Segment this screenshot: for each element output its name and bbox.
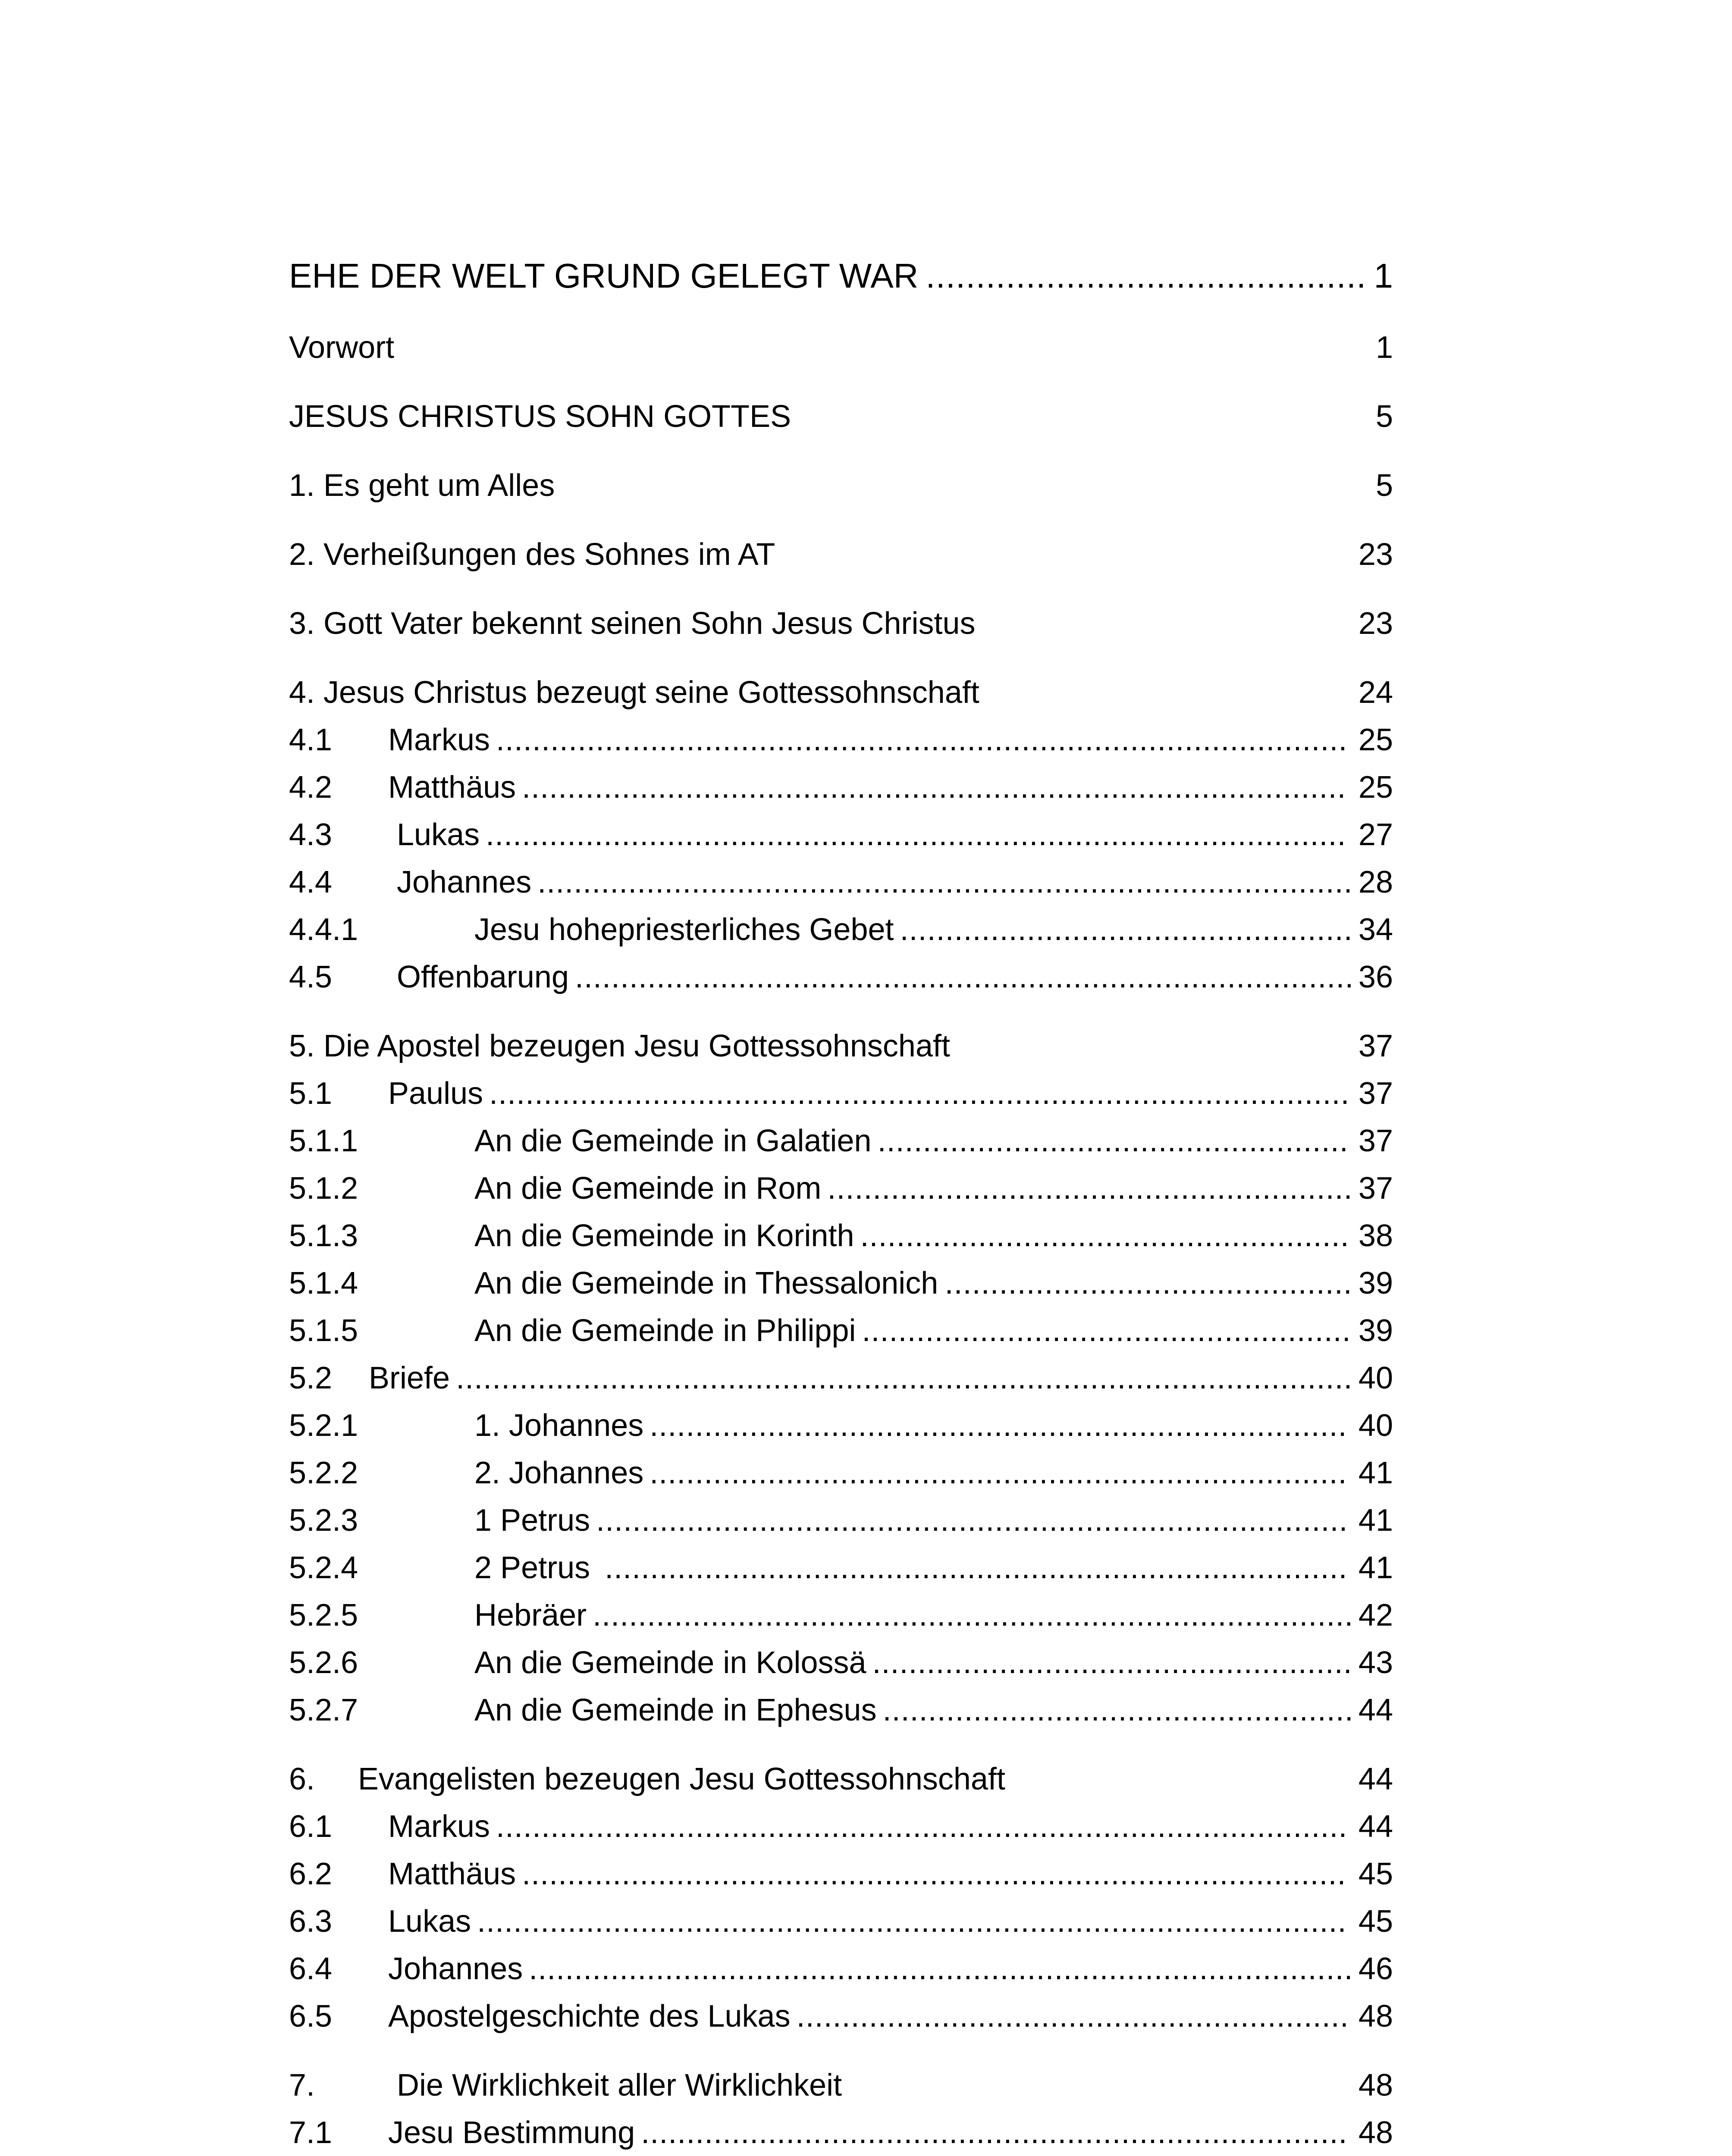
toc-entry-page: 44	[1358, 1762, 1393, 1796]
toc-dot-leader: ....................................................	[877, 1125, 1349, 1156]
toc-entry-title: Briefe	[369, 1361, 450, 1395]
toc-dot-leader: ..........................................................................................	[537, 867, 1353, 898]
toc-entry-page: 25	[1358, 723, 1393, 757]
toc-entry-page: 34	[1358, 912, 1393, 947]
toc-dot-leader: ................................................................................................	[477, 1906, 1347, 1937]
toc-entry-number: 5.1	[289, 1076, 333, 1111]
toc-entry-number: 6.3	[289, 1904, 333, 1939]
toc-dot-leader: ......................................................	[860, 1220, 1349, 1251]
toc-entry[interactable]	[289, 677, 1393, 729]
toc-entry[interactable]	[289, 1031, 1393, 1082]
toc-entry-number: 4.5	[289, 960, 333, 994]
toc-dot-leader: ............................................	[926, 259, 1367, 293]
toc-entry-page: 48	[1358, 2068, 1393, 2103]
toc-entry[interactable]	[289, 259, 1393, 310]
toc-entry-title: 2. Johannes	[474, 1456, 644, 1490]
toc-entry[interactable]	[289, 470, 1393, 522]
toc-entry-number: 4.4.1	[289, 912, 358, 947]
toc-entry-title: An die Gemeinde in Thessalonich	[474, 1266, 938, 1300]
toc-entry-number: 5.2.3	[289, 1503, 358, 1538]
toc-entry-number: 5.2.4	[289, 1551, 358, 1585]
toc-dot-leader: .............................................................................	[650, 1410, 1347, 1441]
toc-entry-title: Johannes	[397, 865, 532, 899]
toc-dot-leader: ...........................................................................................	[522, 772, 1346, 803]
toc-entry[interactable]	[289, 724, 1393, 776]
toc-entry-number: 5.1.3	[289, 1219, 358, 1253]
toc-entry-title: 3. Gott Vater bekennt seinen Sohn Jesus Christus	[289, 606, 976, 641]
toc-entry-title: Lukas	[397, 818, 480, 852]
toc-dot-leader: ...................................................................................	[596, 1505, 1348, 1536]
toc-dot-leader: ..............................................................................	[641, 2117, 1348, 2148]
toc-entry-title: An die Gemeinde in Ephesus	[474, 1693, 877, 1727]
toc-entry-title: EHE DER WELT GRUND GELEGT WAR	[289, 257, 919, 295]
toc-entry-title: Die Wirklichkeit aller Wirklichkeit	[397, 2068, 842, 2103]
toc-entry-title: Lukas	[388, 1904, 471, 1939]
toc-entry-number: 6.4	[289, 1952, 333, 1986]
toc-entry-page: 5	[1375, 468, 1393, 503]
toc-entry-title: Vorwort	[289, 330, 395, 365]
toc-entry-title: 1. Es geht um Alles	[289, 468, 555, 503]
toc-entry-number: 5.2.1	[289, 1408, 358, 1443]
toc-entry[interactable]	[289, 867, 1393, 918]
toc-dot-leader: ...............................................................................................	[489, 1078, 1350, 1109]
toc-dot-leader: ..................................................................................	[605, 1552, 1348, 1583]
toc-entry[interactable]	[289, 1505, 1393, 1557]
toc-entry-number: 4.3	[289, 818, 333, 852]
toc-entry-page: 44	[1358, 1809, 1393, 1844]
toc-entry[interactable]	[289, 1811, 1393, 1863]
toc-entry-title: 4. Jesus Christus bezeugt seine Gottessohnschaft	[289, 675, 979, 710]
toc-entry[interactable]	[289, 2070, 1393, 2122]
toc-dot-leader: ..................................................	[900, 914, 1353, 945]
toc-entry-title: Offenbarung	[397, 960, 569, 994]
toc-entry[interactable]	[289, 539, 1393, 591]
toc-entry-title: Markus	[388, 723, 490, 757]
toc-dot-leader: ....................................................	[882, 1695, 1354, 1726]
toc-entry-page: 24	[1358, 675, 1393, 710]
toc-entry-title: Hebräer	[474, 1598, 587, 1633]
toc-entry-page: 41	[1358, 1503, 1393, 1538]
toc-entry[interactable]	[289, 1647, 1393, 1699]
toc-entry-title: An die Gemeinde in Galatien	[474, 1124, 872, 1158]
toc-entry-title: An die Gemeinde in Korinth	[474, 1219, 854, 1253]
toc-entry[interactable]	[289, 1695, 1393, 1746]
toc-entry[interactable]	[289, 772, 1393, 824]
toc-entry-page: 45	[1358, 1904, 1393, 1939]
toc-entry-title: 2 Petrus	[474, 1551, 590, 1585]
toc-dot-leader: ...................................................................................................	[456, 1363, 1353, 1394]
toc-entry-number: 7.1	[289, 2115, 333, 2150]
toc-entry[interactable]	[289, 1363, 1393, 1414]
toc-entry-title: 1. Johannes	[474, 1408, 644, 1443]
toc-entry-number: 5.1.4	[289, 1266, 358, 1300]
toc-entry-title: Jesu hohepriesterliches Gebet	[474, 912, 894, 947]
toc-entry-number: 4.1	[289, 723, 333, 757]
toc-entry-page: 37	[1358, 1171, 1393, 1206]
toc-entry-title: Markus	[388, 1809, 490, 1844]
toc-dot-leader: ..............................................................................................	[496, 724, 1348, 755]
toc-entry-title: 2. Verheißungen des Sohnes im AT	[289, 537, 775, 572]
toc-entry[interactable]	[289, 1220, 1393, 1272]
toc-dot-leader: .............................................	[944, 1268, 1352, 1299]
toc-entry-page: 1	[1374, 257, 1393, 295]
toc-dot-leader: .....................................................	[872, 1647, 1352, 1678]
toc-entry-page: 5	[1375, 399, 1393, 434]
toc-dot-leader: ..........................................................	[827, 1173, 1353, 1204]
toc-entry-title: Evangelisten bezeugen Jesu Gottessohnschaft	[358, 1762, 1005, 1796]
toc-entry[interactable]	[289, 1078, 1393, 1130]
toc-entry-page: 43	[1358, 1645, 1393, 1680]
toc-entry-page: 44	[1358, 1693, 1393, 1727]
toc-entry[interactable]	[289, 1600, 1393, 1651]
toc-entry-page: 41	[1358, 1551, 1393, 1585]
toc-entry[interactable]	[289, 1858, 1393, 1910]
toc-entry-page: 37	[1358, 1124, 1393, 1158]
toc-entry-page: 23	[1358, 537, 1393, 572]
toc-entry-number: 5.2.6	[289, 1645, 358, 1680]
toc-entry-number: 5.1.2	[289, 1171, 358, 1206]
toc-entry[interactable]	[289, 1906, 1393, 1958]
toc-dot-leader: ......................................................................................	[574, 962, 1354, 993]
toc-entry-title: JESUS CHRISTUS SOHN GOTTES	[289, 399, 791, 434]
toc-entry-title: 1 Petrus	[474, 1503, 590, 1538]
toc-entry[interactable]	[289, 2001, 1393, 2053]
toc-dot-leader: ...........................................................................................	[529, 1953, 1353, 1984]
toc-entry-title: Jesu Bestimmung	[388, 2115, 635, 2150]
toc-dot-leader: .............................................................................	[650, 1457, 1347, 1489]
toc-entry-page: 36	[1358, 960, 1393, 994]
toc-entry[interactable]	[289, 1268, 1393, 1319]
toc-dot-leader: ......................................................	[862, 1315, 1351, 1346]
toc-entry[interactable]	[289, 1953, 1393, 2005]
toc-entry-page: 42	[1358, 1598, 1393, 1633]
toc-entry[interactable]	[289, 1315, 1393, 1367]
toc-entry-page: 25	[1358, 770, 1393, 805]
toc-entry-number: 6.1	[289, 1809, 333, 1844]
toc-entry-number: 5.2.7	[289, 1693, 358, 1727]
toc-dot-leader: ...........................................................................................	[522, 1858, 1346, 1890]
toc-entry-number: 5.2.5	[289, 1598, 358, 1633]
toc-entry-number: 5.1.1	[289, 1124, 358, 1158]
toc-entry-page: 37	[1358, 1076, 1393, 1111]
toc-entry-page: 1	[1375, 330, 1393, 365]
toc-entry-page: 39	[1358, 1266, 1393, 1300]
toc-entry-number: 6.	[289, 1762, 315, 1796]
toc-entry-number: 6.5	[289, 1999, 333, 2034]
toc-entry-page: 48	[1358, 1999, 1393, 2034]
toc-entry-page: 23	[1358, 606, 1393, 641]
toc-entry[interactable]	[289, 1552, 1393, 1604]
toc-dot-leader: ...............................................................................................	[486, 819, 1346, 850]
toc-entry-title: Johannes	[388, 1952, 523, 1986]
toc-entry[interactable]	[289, 1173, 1393, 1225]
toc-entry-page: 41	[1358, 1456, 1393, 1490]
toc-entry[interactable]	[289, 608, 1393, 660]
toc-entry-page: 40	[1358, 1361, 1393, 1395]
toc-entry-number: 4.4	[289, 865, 333, 899]
toc-entry-number: 5.1.5	[289, 1313, 358, 1348]
toc-entry[interactable]	[289, 1457, 1393, 1509]
toc-entry-page: 27	[1358, 818, 1393, 852]
toc-entry-number: 5.2	[289, 1361, 333, 1395]
toc-entry-title: Matthäus	[388, 770, 516, 805]
toc-entry[interactable]	[289, 1764, 1393, 1815]
toc-entry-number: 5.2.2	[289, 1456, 358, 1490]
toc-entry-number: 7.	[289, 2068, 315, 2103]
toc-entry-title: An die Gemeinde in Kolossä	[474, 1645, 866, 1680]
toc-entry-number: 4.2	[289, 770, 333, 805]
toc-dot-leader: ..............................................................................................	[496, 1811, 1348, 1842]
toc-entry-title: An die Gemeinde in Philippi	[474, 1313, 856, 1348]
toc-entry[interactable]	[289, 1410, 1393, 1462]
toc-entry-page: 48	[1358, 2115, 1393, 2150]
toc-dot-leader: .............................................................	[796, 2001, 1349, 2032]
toc-entry-title: Apostelgeschichte des Lukas	[388, 1999, 791, 2034]
toc-dot-leader: ....................................................................................	[593, 1600, 1354, 1631]
toc-entry-page: 38	[1358, 1219, 1393, 1253]
toc-entry-page: 39	[1358, 1313, 1393, 1348]
toc-entry[interactable]	[289, 962, 1393, 1013]
toc-entry[interactable]	[289, 819, 1393, 871]
toc-entry[interactable]	[289, 2117, 1393, 2156]
toc-entry-page: 46	[1358, 1952, 1393, 1986]
toc-entry-title: An die Gemeinde in Rom	[474, 1171, 822, 1206]
toc-entry[interactable]	[289, 332, 1393, 384]
toc-entry-page: 40	[1358, 1408, 1393, 1443]
toc-entry[interactable]	[289, 914, 1393, 966]
toc-entry-title: 5. Die Apostel bezeugen Jesu Gottessohnschaft	[289, 1029, 950, 1063]
toc-entry-title: Paulus	[388, 1076, 483, 1111]
toc-entry-page: 45	[1358, 1857, 1393, 1891]
toc-entry[interactable]	[289, 1125, 1393, 1177]
toc-entry-page: 37	[1358, 1029, 1393, 1063]
toc-entry-title: Matthäus	[388, 1857, 516, 1891]
toc-entry-number: 6.2	[289, 1857, 333, 1891]
toc-entry[interactable]	[289, 401, 1393, 453]
toc-entry-page: 28	[1358, 865, 1393, 899]
